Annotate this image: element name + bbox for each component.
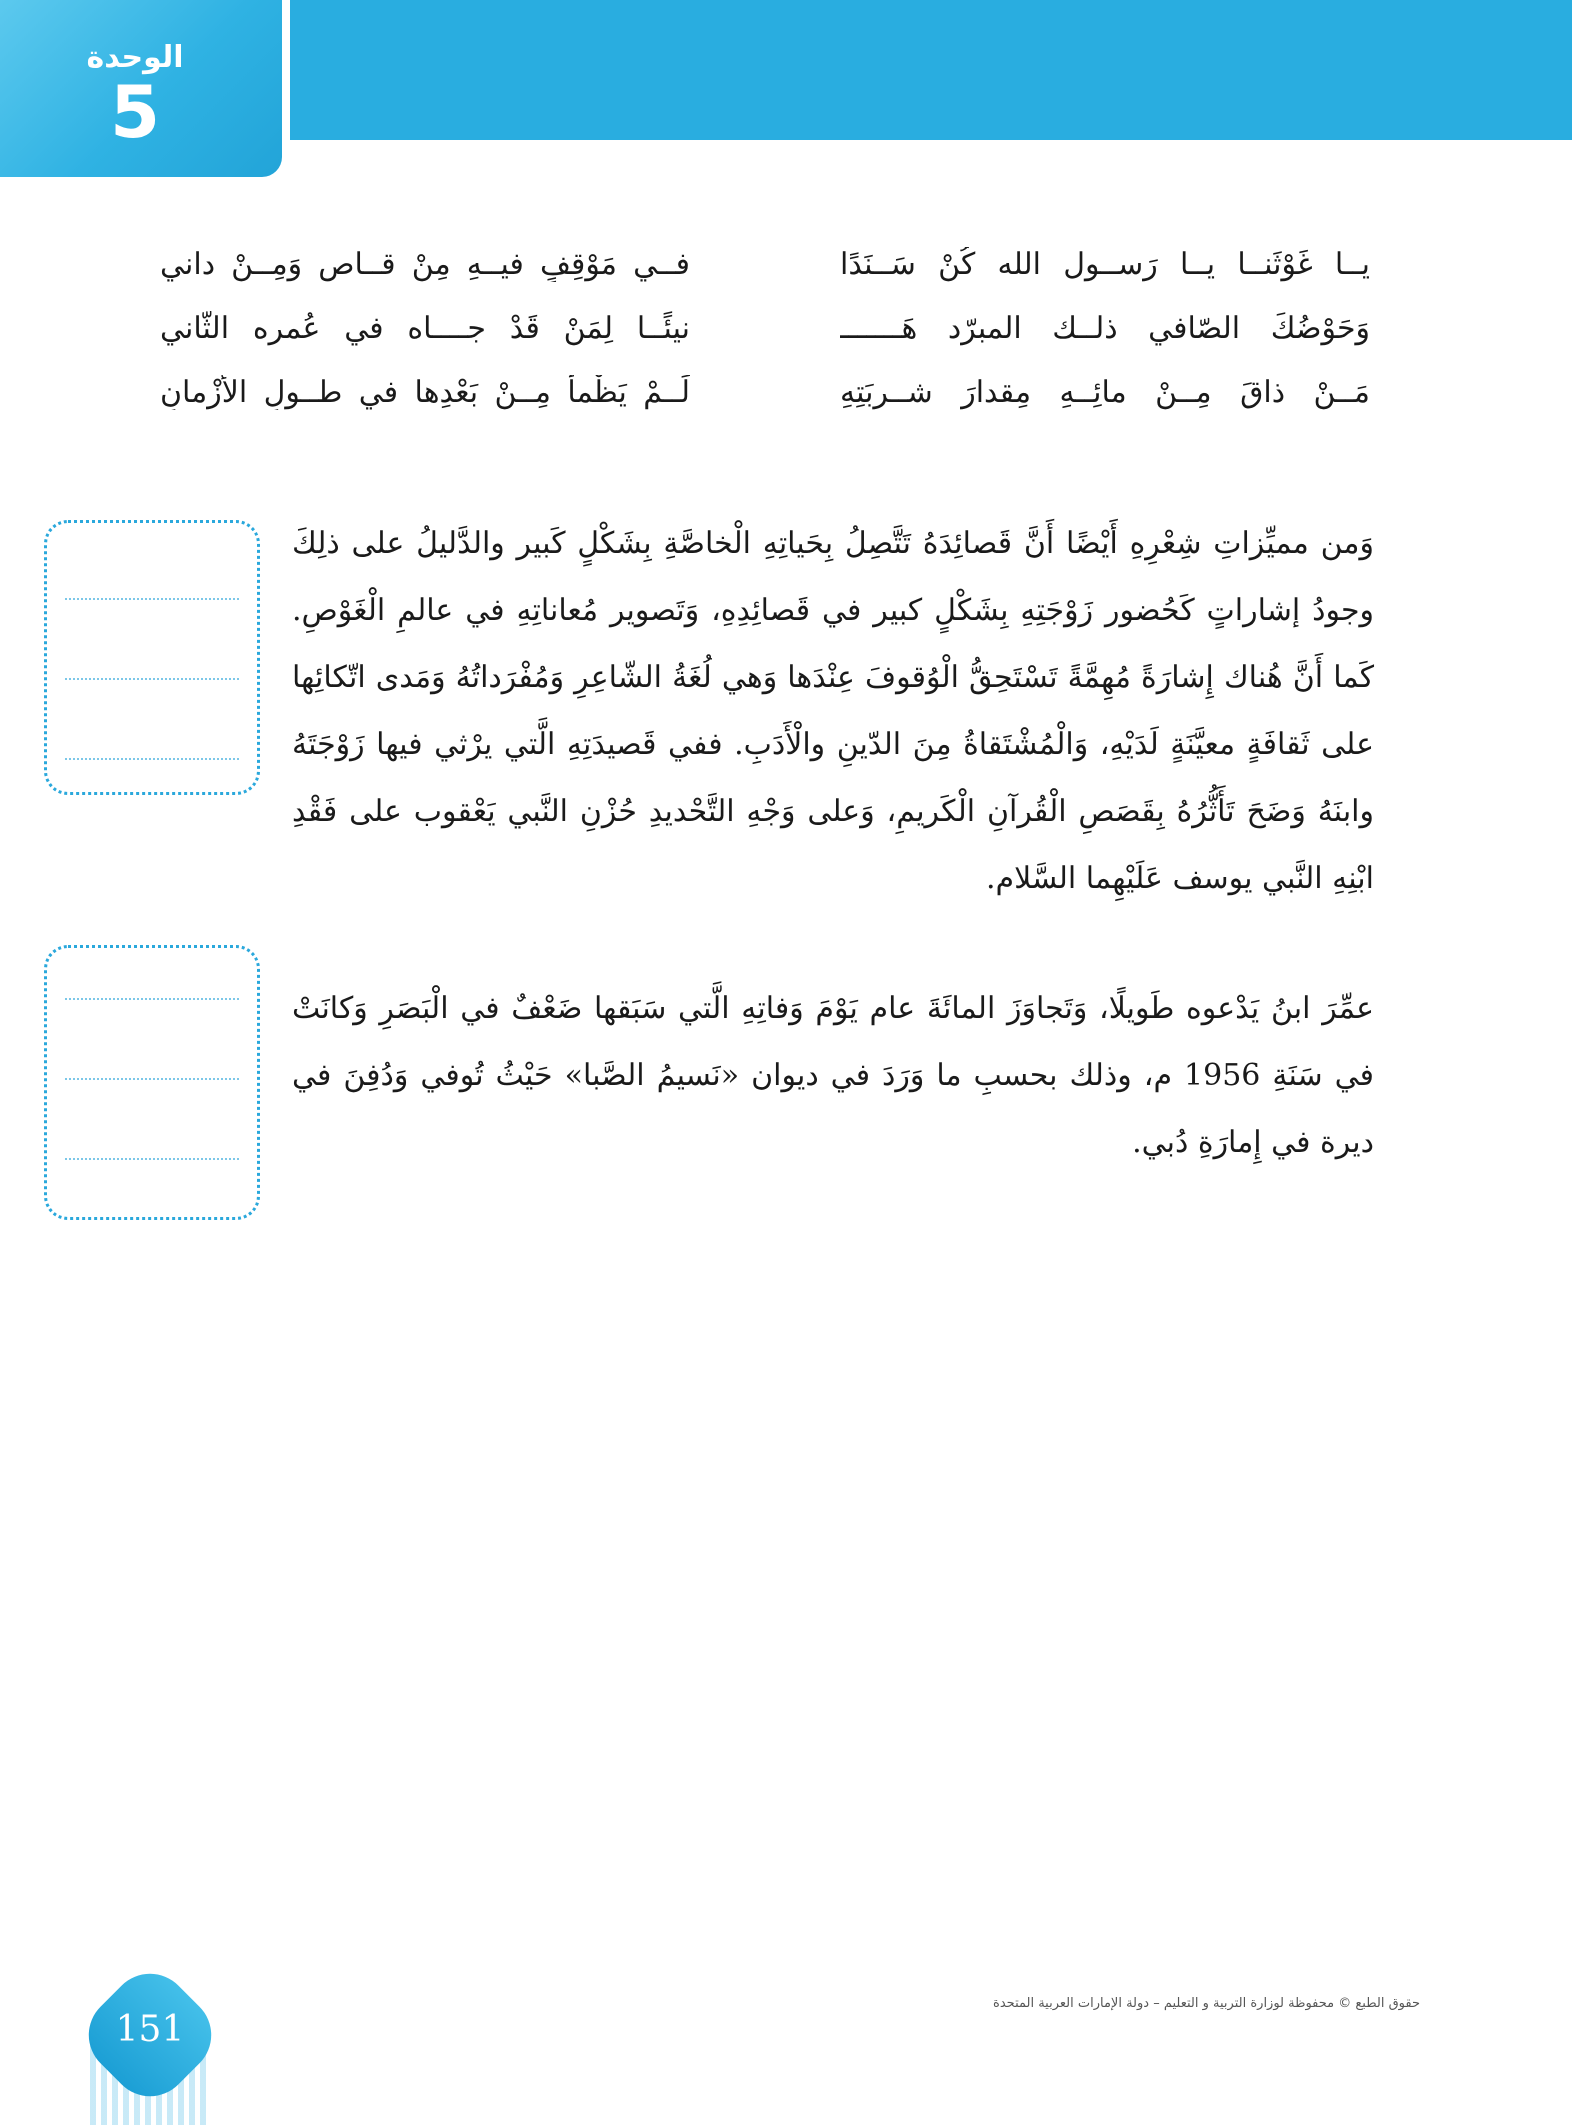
unit-tab	[0, 0, 290, 185]
paragraph-poetry-features: وَمن مميِّزاتِ شِعْرِهِ أَيْضًا أَنَّ قَصائِدَهُ تَتَّصِلُ بِحَياتِهِ الْخاصَّةِ بِشَكْلٍ كَبير والدَّليلُ على ذلِكَ وجودُ إشاراتٍ كَحُضور زَوْجَتِهِ بِشَكْلٍ كبير في قَصائِدِهِ، وَتَصوير مُعاناتِهِ في عالمِ الْغَوْصِ. كَما أَنَّ هُناك إِشارَةً مُهِمَّةً تَسْتَحِقُّ الْوُقوفَ عِنْدَها وَهي لُغَةُ الشّاعِرِ وَمُفْرَداتُهُ وَمَدى اتّكائِها على ثَقافَةٍ معيَّنَةٍ لَدَيْهِ، وَالْمُشْتَقاةُ مِنَ الدّينِ والْأَدَبِ. ففي قَصيدَتِهِ الَّتي يرْثي فيها زَوْجَتَهُ وابنَهُ وَضَحَ تَأَثُّرُهُ بِقَصَصِ الْقُرآنِ الْكَريمِ، وَعلى وَجْهِ التَّحْديدِ حُزْنِ النَّبي يَعْقوب على فَقْدِ ابْنِهِ النَّبي يوسف عَلَيْهِما السَّلام.	[292, 526, 1375, 896]
poem-hemistich-first: وَحَوْضُكَ الصّافي ذلــك المبرّد هَـــــــ	[840, 310, 1370, 346]
poem-hemistich-second: لَــمْ يَظْمأْ مِــنْ بَعْدِها في طــولِ الأَزْمانِ	[160, 374, 690, 410]
poem-verse	[160, 232, 1370, 296]
unit-number: 5	[109, 70, 161, 154]
paragraph-biography: عمِّرَ ابنُ يَدْعوه طَويلًا، وَتَجاوَزَ المائَةَ عام يَوْمَ وَفاتِهِ الَّتي سَبَقها ضَعْفٌ في الْبَصَرِ وَكانَتْ في سَنَةِ 1956 م، وذلك بحسبِ ما وَرَدَ في ديوان «نَسيمُ الصَّبا» حَيْثُ تُوفي وَدُفِنَ في ديرة في إِمارَةِ دُبي.	[292, 991, 1374, 1160]
note-line	[65, 598, 239, 600]
notes-box[interactable]	[44, 520, 260, 795]
poem-verse	[160, 296, 1370, 360]
poem-hemistich-first: مَــنْ ذاقَ مِــنْ مائِــهِ مِقدارَ شــربَتِهِ	[840, 374, 1370, 410]
note-line	[65, 1158, 239, 1160]
note-line	[65, 1078, 239, 1080]
note-line	[65, 998, 239, 1000]
poem-hemistich-first: يــا غَوْثَنــا يــا رَســول الله كُنْ سَــنَدًا	[840, 246, 1370, 282]
note-line	[65, 678, 239, 680]
copyright-notice: حقوق الطبع © محفوظة لوزارة التربية و التعليم – دولة الإمارات العربية المتحدة	[993, 1996, 1420, 2011]
notes-box[interactable]	[44, 945, 260, 1220]
page-number: 151	[115, 2009, 185, 2050]
note-line	[65, 758, 239, 760]
poem-verse	[160, 360, 1370, 424]
poem-hemistich-second: فــي مَوْقِفٍ فيــهِ مِنْ قــاصٍ وَمِــنْ داني	[160, 246, 690, 282]
poem	[160, 232, 1370, 424]
unit-label: الوحدة	[86, 40, 184, 75]
poem-hemistich-second: نيئًــا لِمَنْ قَدْ جــــاه في عُمرِه الثّاني	[160, 310, 690, 346]
